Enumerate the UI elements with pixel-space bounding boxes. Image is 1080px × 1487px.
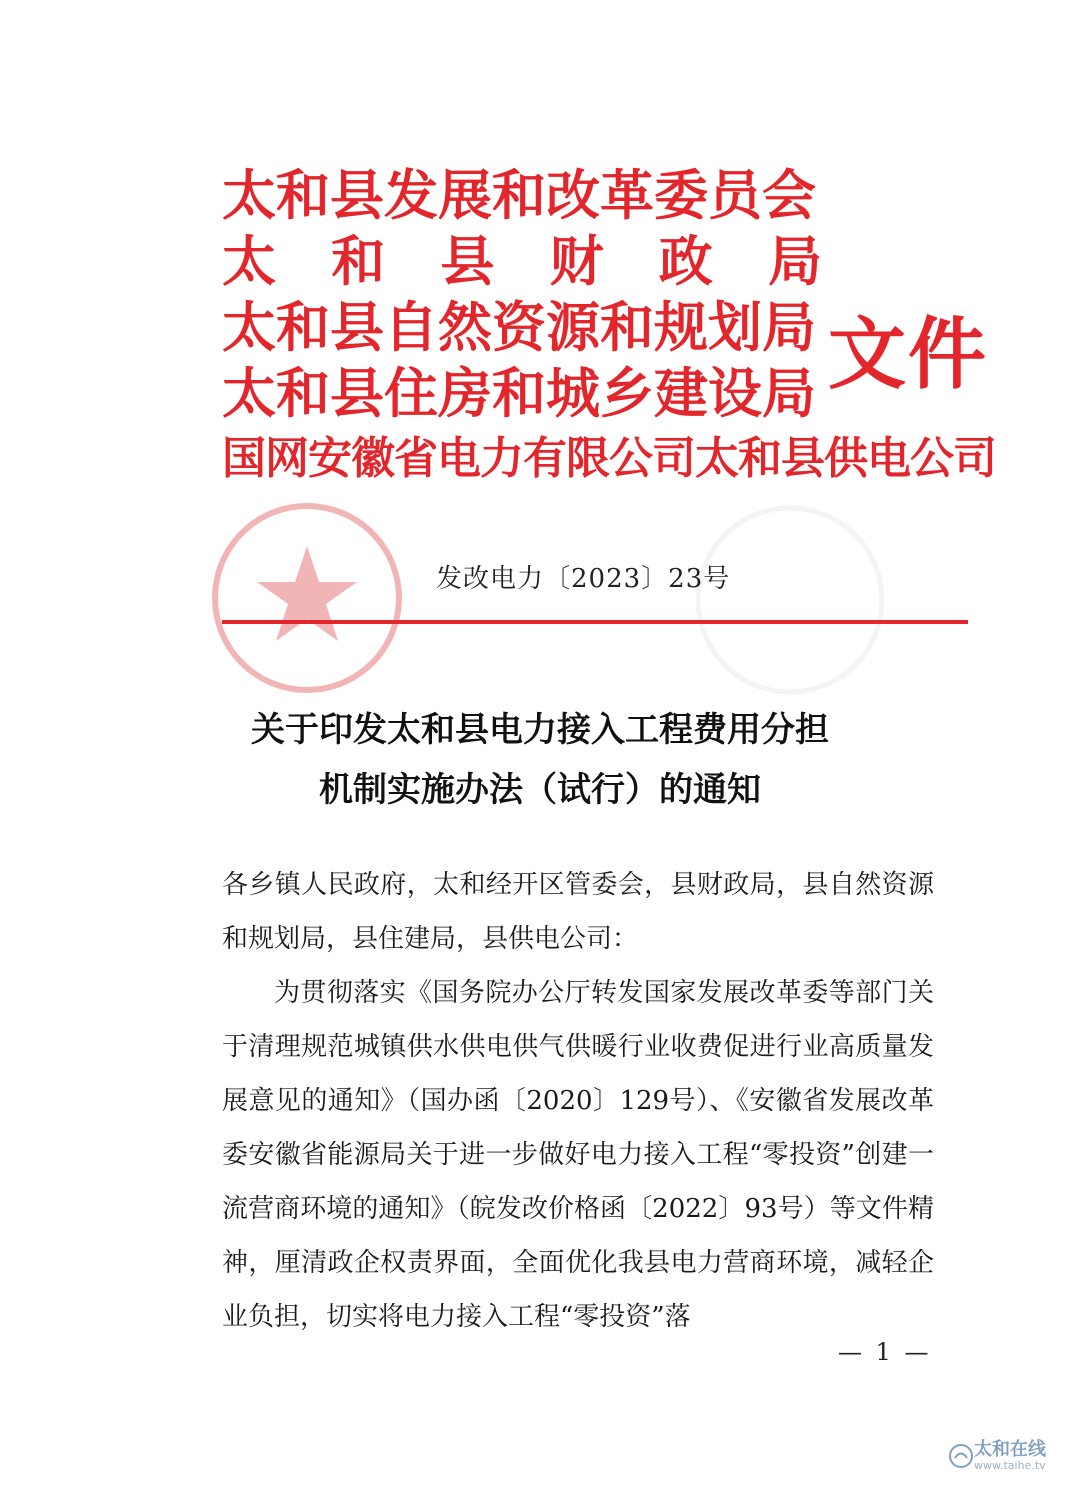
site-watermark [948, 1432, 1076, 1480]
title-line-1: 关于印发太和县电力接入工程费用分担 [251, 710, 829, 750]
issuer-housing-construction: 太和县住房和城乡建设局 [222, 361, 816, 425]
document-title [160, 700, 920, 820]
faint-seal-stamp [690, 500, 890, 700]
issuer-finance-bureau: 太 和 县 财 政 局 [222, 229, 822, 293]
issuer-development-reform: 太和县发展和改革委员会 [222, 163, 816, 227]
document-body [222, 858, 934, 1344]
watermark-brand: 太和在线 [974, 1439, 1046, 1460]
page-number: — 1 — [838, 1338, 932, 1366]
official-seal-stamp [207, 498, 407, 698]
issuer-power-company: 国网安徽省电力有限公司太和县供电公司 [222, 433, 996, 484]
document-label: 文件 [828, 309, 989, 400]
document-number: 发改电力〔2023〕23号 [436, 564, 731, 594]
red-divider [222, 620, 968, 624]
issuer-natural-resources: 太和县自然资源和规划局 [222, 295, 816, 359]
watermark-url: www.taihe.tv [974, 1459, 1046, 1472]
watermark-logo-icon [948, 1443, 974, 1469]
addressee: 各乡镇人民政府，太和经开区管委会，县财政局，县自然资源和规划局，县住建局，县供电公司： [222, 870, 934, 954]
title-line-2: 机制实施办法（试行）的通知 [319, 770, 761, 810]
body-paragraph: 为贯彻落实《国务院办公厅转发国家发展改革委等部门关于清理规范城镇供水供电供气供暖行业收费促进行业高质量发展意见的通知》（国办函〔2020〕129号）、《安徽省发展改革委安徽省能源局关于进一步做好电力接入工程“零投资”创建一流营商环境的通知》（皖发改价格函〔2022〕93号）等文件精神，厘清政企权责界面，全面优化我县电力营商环境，减轻企业负担，切实将电力接入工程“零投资”落 [222, 978, 934, 1332]
